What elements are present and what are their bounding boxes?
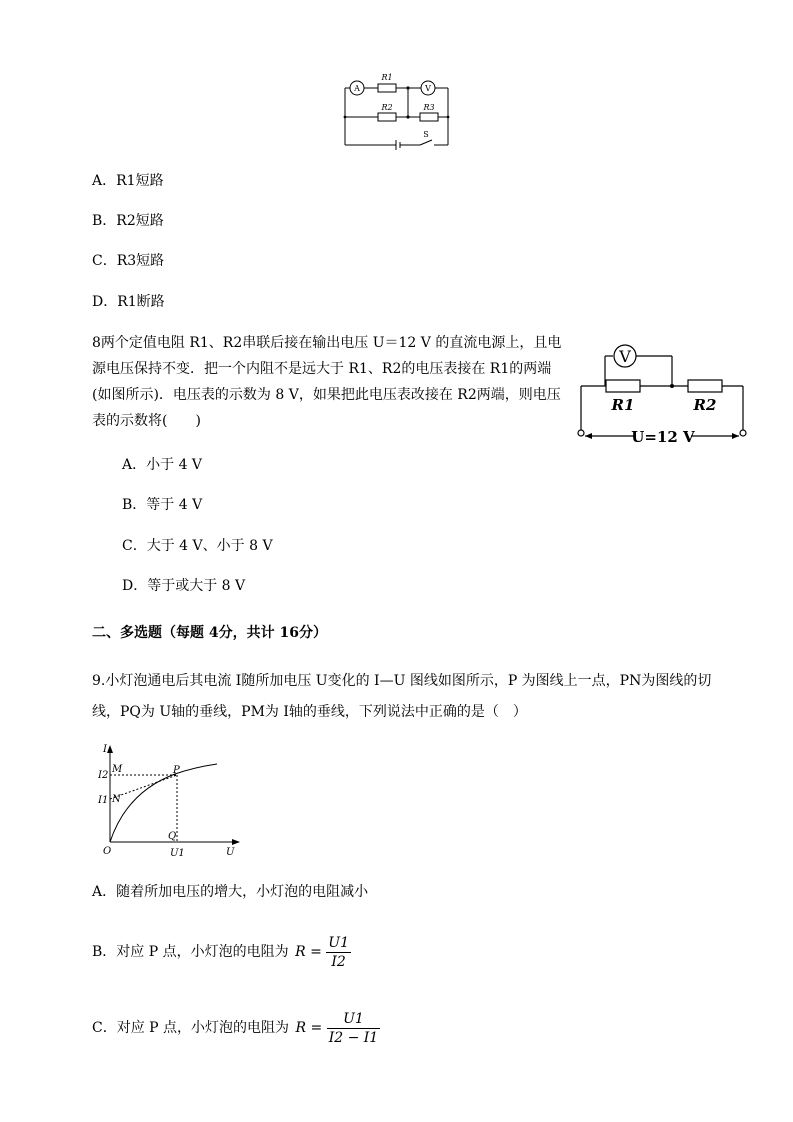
- q8-option-d[interactable]: D．等于或大于 8 V: [122, 578, 246, 594]
- formula-fraction: $\frac{U1}{I2 - I1}$: [328, 1010, 379, 1046]
- voltmeter-label: V: [425, 84, 431, 93]
- q9-question-text: 9.小灯泡通电后其电流 I随所加电压 U变化的 I—U 图线如图所示，P 为图线上一点，PN为图线的切线，PQ为 U轴的垂线，PM为 I轴的垂线，下列说法中正确的是（ ）: [92, 673, 712, 720]
- p-label: P: [173, 765, 180, 776]
- section-heading: 二、多选题（每题 4分，共计 16分）: [92, 625, 327, 641]
- q8-option-c[interactable]: C．大于 4 V、小于 8 V: [122, 538, 273, 554]
- r1-label: R1: [381, 73, 393, 82]
- q9-option-c[interactable]: C．对应 P 点，小灯泡的电阻为 R = $\frac{U1}{I2 - I1}$: [92, 1010, 379, 1046]
- q7-option-d[interactable]: D．R1断路: [92, 294, 165, 310]
- ammeter-label: A: [354, 84, 360, 93]
- circuit-diagram-q8: [575, 338, 755, 450]
- supply-voltage-label: U=12 V: [631, 428, 695, 446]
- q9-option-b[interactable]: B．对应 P 点，小灯泡的电阻为 R = $\frac{U1}{I2}$: [92, 934, 349, 970]
- r2-label: R2: [381, 103, 393, 112]
- q7-option-c[interactable]: C．R3短路: [92, 253, 165, 269]
- switch-label: S: [423, 130, 429, 139]
- n-label: N: [112, 794, 121, 805]
- q7-option-b[interactable]: B．R2短路: [92, 213, 164, 229]
- iu-graph-q9: [95, 742, 245, 862]
- voltmeter-label: V: [619, 347, 631, 366]
- r1-label: R1: [611, 396, 635, 414]
- q8-question-text: 8两个定值电阻 R1、R2串联后接在输出电压 U＝12 V 的直流电源上，且电源电压保持不变．把一个内阻不是远大于 R1、R2的电压表接在 R1的两端(如图所示)．电压表的示数为 8 V，如果把此电压表改接在 R2两端，则电压表的示数将( ): [92, 335, 562, 429]
- q8-option-b[interactable]: B．等于 4 V: [122, 497, 203, 513]
- m-label: M: [112, 764, 123, 775]
- u1-label: U1: [170, 848, 185, 859]
- q9-option-a[interactable]: A．随着所加电压的增大，小灯泡的电阻减小: [92, 884, 369, 900]
- circuit-diagram-q7: [340, 70, 460, 150]
- formula-fraction: $\frac{U1}{I2}$: [328, 934, 349, 970]
- q8-option-a[interactable]: A．小于 4 V: [122, 457, 203, 473]
- formula-lhs: R =: [295, 944, 322, 960]
- u-axis-label: U: [226, 847, 235, 858]
- q-label: Q: [168, 831, 177, 842]
- i1-label: I1: [98, 795, 109, 806]
- q7-option-a[interactable]: A．R1短路: [92, 173, 164, 189]
- i-axis-label: I: [103, 744, 107, 755]
- r2-label: R2: [693, 396, 717, 414]
- origin-label: O: [103, 846, 112, 857]
- formula-lhs: R =: [295, 1020, 323, 1036]
- r3-label: R3: [423, 103, 435, 112]
- i2-label: I2: [98, 770, 109, 781]
